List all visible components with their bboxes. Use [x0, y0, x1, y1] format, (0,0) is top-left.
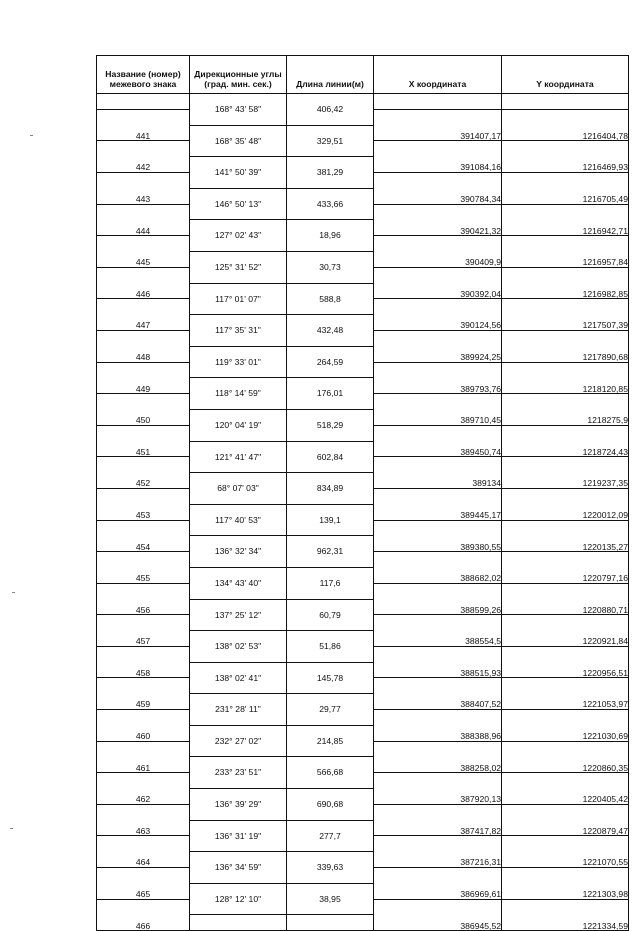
point-y: 1220012,09 — [502, 488, 629, 520]
point-y: 1217507,39 — [502, 299, 629, 331]
point-y: 1216942,71 — [502, 204, 629, 236]
table-row — [97, 94, 629, 110]
header-x: X координата — [374, 56, 502, 94]
length-cell — [287, 915, 374, 931]
y-cell — [502, 94, 629, 110]
segment-angle: 138° 02' 41" — [190, 662, 287, 694]
segment-angle: 136° 39' 29" — [190, 789, 287, 821]
segment-length: 432,48 — [287, 315, 374, 347]
segment-length: 566,68 — [287, 757, 374, 789]
point-x: 389134 — [374, 457, 502, 489]
segment-length: 433,66 — [287, 188, 374, 220]
scan-mark — [12, 592, 15, 593]
point-y: 1220956,51 — [502, 646, 629, 678]
segment-length: 690,68 — [287, 789, 374, 821]
segment-length: 38,95 — [287, 883, 374, 915]
point-y: 1220880,71 — [502, 583, 629, 615]
segment-length: 139,1 — [287, 504, 374, 536]
point-x: 389450,74 — [374, 425, 502, 457]
point-y: 1216705,49 — [502, 172, 629, 204]
scan-mark — [30, 135, 33, 136]
point-name: 458 — [97, 646, 190, 678]
segment-length: 60,79 — [287, 599, 374, 631]
point-name: 461 — [97, 741, 190, 773]
point-x: 388515,93 — [374, 646, 502, 678]
point-y: 1219237,35 — [502, 457, 629, 489]
segment-angle: 117° 35' 31" — [190, 315, 287, 347]
segment-angle: 136° 32' 34" — [190, 536, 287, 568]
point-x: 390784,34 — [374, 172, 502, 204]
point-y: 1221070,55 — [502, 836, 629, 868]
point-y: 1220879,47 — [502, 804, 629, 836]
point-y: 1221053,97 — [502, 678, 629, 710]
point-y: 1218275,9 — [502, 394, 629, 426]
segment-angle: 117° 40' 53" — [190, 504, 287, 536]
point-x: 389445,17 — [374, 488, 502, 520]
segment-angle: 141° 50' 39" — [190, 157, 287, 189]
segment-angle: 127° 02' 43" — [190, 220, 287, 252]
header-length: Длина линии(м) — [287, 56, 374, 94]
point-x: 389793,76 — [374, 362, 502, 394]
segment-angle: 168° 35' 48" — [190, 125, 287, 157]
segment-length: 30,73 — [287, 251, 374, 283]
segment-angle: 138° 02' 53" — [190, 631, 287, 663]
segment-length: 29,77 — [287, 694, 374, 726]
segment-length: 406,42 — [287, 94, 374, 126]
segment-angle: 136° 31' 19" — [190, 820, 287, 852]
point-name: 460 — [97, 710, 190, 742]
point-x: 389380,55 — [374, 520, 502, 552]
segment-length: 51,86 — [287, 631, 374, 663]
point-name: 453 — [97, 488, 190, 520]
point-name: 447 — [97, 299, 190, 331]
point-y: 1216982,85 — [502, 267, 629, 299]
point-name: 442 — [97, 141, 190, 173]
point-y: 1216469,93 — [502, 141, 629, 173]
point-y: 1220797,16 — [502, 552, 629, 584]
header-name: Название (номер) межевого знака — [97, 56, 190, 94]
point-x: 388554,5 — [374, 615, 502, 647]
point-name: 463 — [97, 804, 190, 836]
point-x: 386945,52 — [374, 899, 502, 931]
point-x: 388388,96 — [374, 710, 502, 742]
header-angle: Дирекционные углы (град. мин. сек.) — [190, 56, 287, 94]
segment-length: 145,78 — [287, 662, 374, 694]
point-name: 451 — [97, 425, 190, 457]
segment-angle: 136° 34' 59" — [190, 852, 287, 884]
segment-length: 117,6 — [287, 567, 374, 599]
segment-angle: 68° 07' 03" — [190, 473, 287, 505]
point-x: 390421,32 — [374, 204, 502, 236]
segment-length: 18,96 — [287, 220, 374, 252]
table-header-row — [97, 56, 629, 94]
segment-angle: 125° 31' 52" — [190, 251, 287, 283]
segment-length: 277,7 — [287, 820, 374, 852]
point-name: 444 — [97, 204, 190, 236]
segment-angle: 121° 41' 47" — [190, 441, 287, 473]
segment-angle: 137° 25' 12" — [190, 599, 287, 631]
segment-length: 518,29 — [287, 409, 374, 441]
point-y: 1221334,59 — [502, 899, 629, 931]
point-y: 1220860,35 — [502, 741, 629, 773]
segment-angle: 117° 01' 07" — [190, 283, 287, 315]
header-y: Y координата — [502, 56, 629, 94]
angle-cell — [190, 915, 287, 931]
point-x: 389924,25 — [374, 330, 502, 362]
point-x: 387417,82 — [374, 804, 502, 836]
point-y: 1218724,43 — [502, 425, 629, 457]
x-cell — [374, 94, 502, 110]
point-name: 446 — [97, 267, 190, 299]
point-name: 465 — [97, 868, 190, 900]
segment-length: 962,31 — [287, 536, 374, 568]
point-x: 387216,31 — [374, 836, 502, 868]
segment-angle: 120° 04' 19" — [190, 409, 287, 441]
point-x: 391407,17 — [374, 109, 502, 141]
point-x: 387920,13 — [374, 773, 502, 805]
point-name: 448 — [97, 330, 190, 362]
point-name: 457 — [97, 615, 190, 647]
point-y: 1217890,68 — [502, 330, 629, 362]
point-x: 388258,02 — [374, 741, 502, 773]
point-x: 390409,9 — [374, 236, 502, 268]
point-name: 454 — [97, 520, 190, 552]
scan-mark — [10, 828, 13, 829]
segment-angle: 233° 23' 51" — [190, 757, 287, 789]
point-name: 455 — [97, 552, 190, 584]
point-x: 389710,45 — [374, 394, 502, 426]
segment-angle: 231° 28' 11" — [190, 694, 287, 726]
point-name: 456 — [97, 583, 190, 615]
point-y: 1218120,85 — [502, 362, 629, 394]
point-x: 391084,16 — [374, 141, 502, 173]
segment-length: 264,59 — [287, 346, 374, 378]
point-y: 1220405,42 — [502, 773, 629, 805]
segment-length: 588,8 — [287, 283, 374, 315]
point-y: 1216404,78 — [502, 109, 629, 141]
point-name: 450 — [97, 394, 190, 426]
point-name: 445 — [97, 236, 190, 268]
point-y: 1216957,84 — [502, 236, 629, 268]
point-y: 1221303,98 — [502, 868, 629, 900]
point-name: 452 — [97, 457, 190, 489]
point-name: 441 — [97, 109, 190, 141]
point-name: 466 — [97, 899, 190, 931]
point-x: 386969,61 — [374, 868, 502, 900]
segment-angle: 119° 33' 01" — [190, 346, 287, 378]
point-name: 449 — [97, 362, 190, 394]
point-x: 388407,52 — [374, 678, 502, 710]
segment-angle: 118° 14' 59" — [190, 378, 287, 410]
segment-length: 339,63 — [287, 852, 374, 884]
segment-angle: 232° 27' 02" — [190, 725, 287, 757]
point-name: 464 — [97, 836, 190, 868]
segment-length: 214,85 — [287, 725, 374, 757]
point-x: 390124,56 — [374, 299, 502, 331]
segment-length: 834,89 — [287, 473, 374, 505]
point-name: 459 — [97, 678, 190, 710]
point-name: 443 — [97, 172, 190, 204]
segment-length: 329,51 — [287, 125, 374, 157]
point-x: 388682,02 — [374, 552, 502, 584]
segment-angle: 146° 50' 13" — [190, 188, 287, 220]
segment-length: 602,84 — [287, 441, 374, 473]
segment-angle: 134° 43' 40" — [190, 567, 287, 599]
point-y: 1220135,27 — [502, 520, 629, 552]
point-x: 390392,04 — [374, 267, 502, 299]
point-name: 462 — [97, 773, 190, 805]
point-y: 1221030,69 — [502, 710, 629, 742]
segment-angle: 128° 12' 10" — [190, 883, 287, 915]
point-name-cell — [97, 94, 190, 110]
segment-angle: 168° 43' 58" — [190, 94, 287, 126]
segment-length: 176,01 — [287, 378, 374, 410]
boundary-coordinates-table — [96, 55, 629, 931]
point-y: 1220921,84 — [502, 615, 629, 647]
table-body — [97, 94, 629, 931]
point-x: 388599,26 — [374, 583, 502, 615]
segment-length: 381,29 — [287, 157, 374, 189]
